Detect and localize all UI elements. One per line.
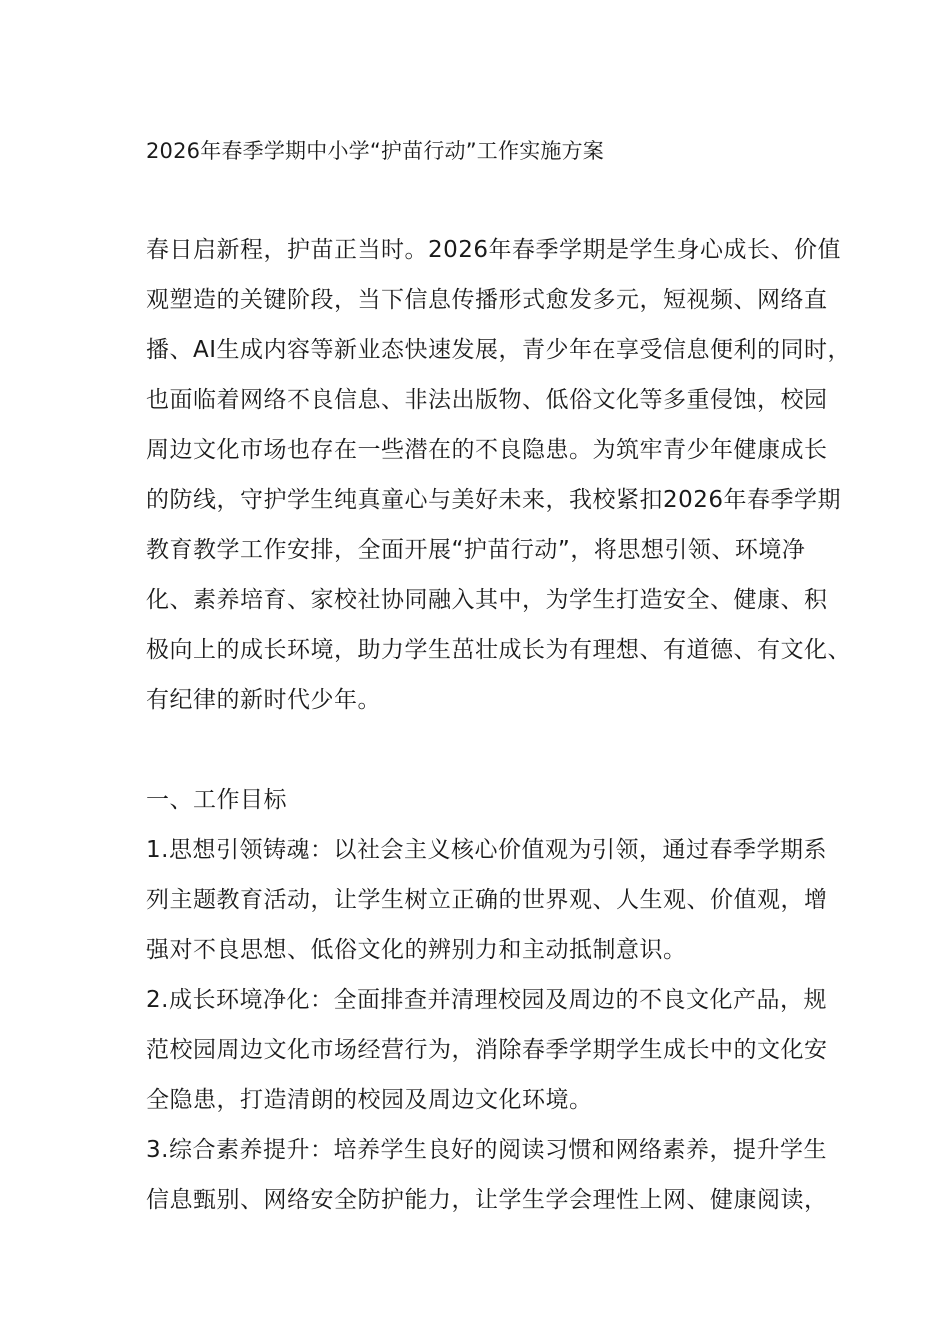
paragraph-line: 化、素养培育、家校社协同融入其中，为学生打造安全、健康、积: [146, 587, 828, 613]
paragraph-line: 春日启新程，护苗正当时。2026年春季学期是学生身心成长、价值: [146, 237, 842, 263]
intro-paragraph: [146, 225, 852, 725]
paragraph-line: 播、AI生成内容等新业态快速发展，青少年在享受信息便利的同时，: [146, 337, 852, 363]
goal-line: 强对不良思想、低俗文化的辨别力和主动抵制意识。: [146, 937, 687, 963]
goal-line: 列主题教育活动，让学生树立正确的世界观、人生观、价值观，增: [146, 887, 828, 913]
paragraph-line: 有纪律的新时代少年。: [146, 687, 381, 713]
paragraph-line: 极向上的成长环境，助力学生茁壮成长为有理想、有道德、有文化、: [146, 637, 851, 663]
goals-section: [146, 775, 826, 1225]
paragraph-line: 也面临着网络不良信息、非法出版物、低俗文化等多重侵蚀，校园: [146, 387, 828, 413]
goal-line: 1.思想引领铸魂：以社会主义核心价值观为引领，通过春季学期系: [146, 837, 827, 863]
goal-line: 范校园周边文化市场经营行为，消除春季学期学生成长中的文化安: [146, 1037, 828, 1063]
goal-line: 2.成长环境净化：全面排查并清理校园及周边的不良文化产品，规: [146, 987, 827, 1013]
section-heading: 一、工作目标: [146, 787, 287, 813]
document-title: 2026年春季学期中小学“护苗行动”工作实施方案: [146, 139, 605, 163]
goal-line: 全隐患，打造清朗的校园及周边文化环境。: [146, 1087, 593, 1113]
paragraph-line: 的防线，守护学生纯真童心与美好未来，我校紧扣2026年春季学期: [146, 487, 842, 513]
paragraph-line: 教育教学工作安排，全面开展“护苗行动”，将思想引领、环境净: [146, 537, 806, 563]
goal-line: 信息甄别、网络安全防护能力，让学生学会理性上网、健康阅读，: [146, 1187, 828, 1213]
paragraph-line: 观塑造的关键阶段，当下信息传播形式愈发多元，短视频、网络直: [146, 287, 828, 313]
paragraph-line: 周边文化市场也存在一些潜在的不良隐患。为筑牢青少年健康成长: [146, 437, 828, 463]
goal-line: 3.综合素养提升：培养学生良好的阅读习惯和网络素养，提升学生: [146, 1137, 827, 1163]
